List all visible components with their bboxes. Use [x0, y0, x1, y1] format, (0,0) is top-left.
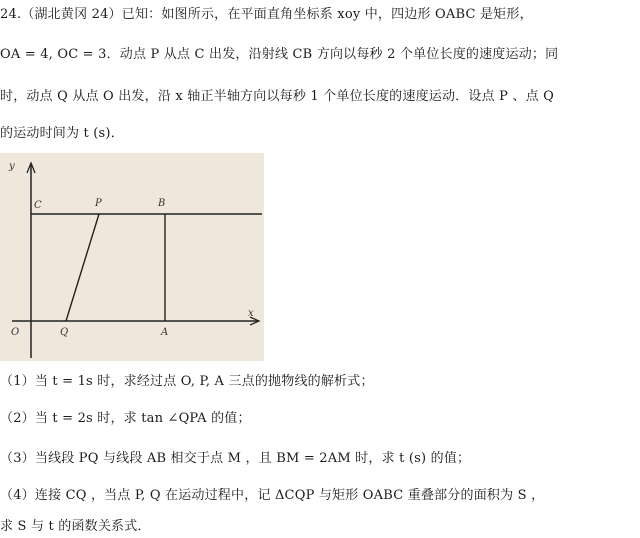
segment-pq	[66, 214, 99, 321]
question-4-line-2: 求 S 与 t 的函数关系式．	[0, 519, 151, 534]
label-x: x	[248, 308, 254, 319]
label-c: C	[34, 200, 42, 211]
problem-line-3: 时，动点 Q 从点 O 出发，沿 x 轴正半轴方向以每秒 1 个单位长度的速度运动．设点 P 、点 Q	[0, 89, 554, 104]
question-3: （3）当线段 PQ 与线段 AB 相交于点 M ，且 BM = 2AM 时，求 t (s) 的值；	[0, 451, 471, 466]
label-b: B	[158, 198, 166, 209]
problem-line-4: 的运动时间为 t (s)．	[0, 126, 124, 141]
label-a: A	[161, 327, 169, 338]
label-y: y	[9, 161, 15, 172]
figure-svg	[0, 153, 264, 361]
question-2: （2）当 t = 2s 时，求 tan ∠QPA 的值；	[0, 411, 251, 426]
label-o: O	[11, 327, 20, 338]
problem-line-1: 24.（湖北黄冈 24）已知：如图所示，在平面直角坐标系 xoy 中，四边形 OABC 是矩形，	[0, 7, 533, 22]
question-4-line-1: （4）连接 CQ ，当点 P, Q 在运动过程中，记 ΔCQP 与矩形 OABC 重叠部分的面积为 S ，	[0, 488, 545, 503]
label-q: Q	[60, 327, 69, 338]
problem-line-2: OA = 4, OC = 3．动点 P 从点 C 出发，沿射线 CB 方向以每秒 2 个单位长度的速度运动；同	[0, 47, 559, 62]
question-1: （1）当 t = 1s 时，求经过点 O, P, A 三点的抛物线的解析式；	[0, 374, 374, 389]
label-p: P	[95, 198, 102, 209]
coordinate-figure	[0, 153, 264, 361]
